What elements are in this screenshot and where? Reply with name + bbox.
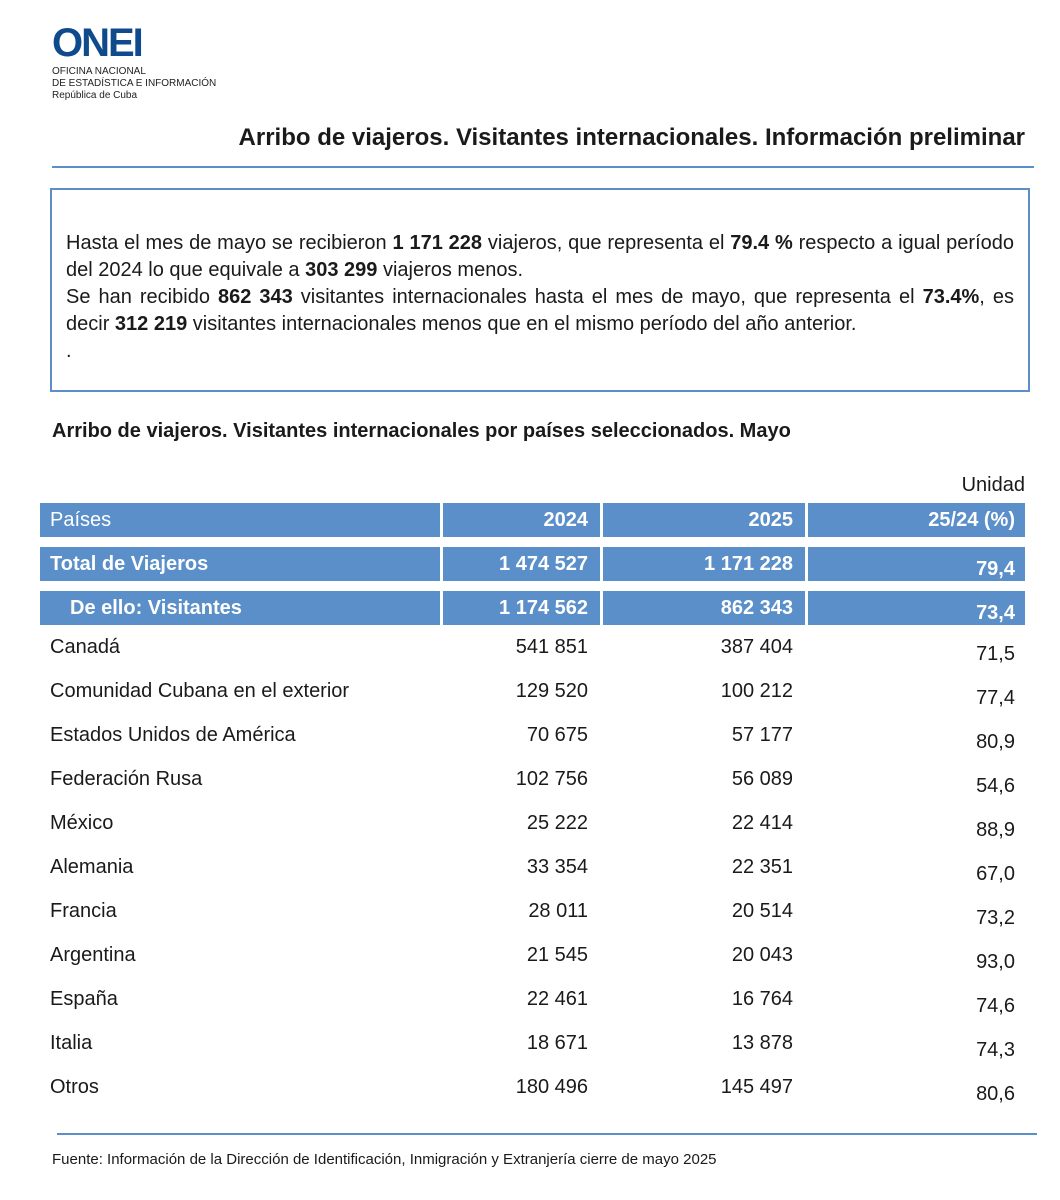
ratio-value: 88,9 (976, 818, 1015, 841)
ratio-value: 73,2 (976, 906, 1015, 929)
header-2025: 2025 (600, 503, 805, 537)
ratio-value: 74,3 (976, 1038, 1015, 1061)
value-2025: 20 043 (731, 943, 793, 966)
ratio-value: 77,4 (976, 686, 1015, 709)
logo-line-2: DE ESTADÍSTICA E INFORMACIÓN (52, 78, 217, 89)
value-2025: 20 514 (731, 899, 793, 922)
ratio-value: 74,6 (976, 994, 1015, 1017)
value-2024: 33 354 (526, 855, 588, 878)
logo-line-3: República de Cuba (52, 90, 138, 101)
summary-paragraph-3: . (66, 340, 72, 362)
value-2024: 70 675 (526, 723, 588, 746)
value-2025: 100 212 (720, 679, 793, 702)
table-row (40, 1065, 1025, 1109)
value-2024: 541 851 (515, 635, 588, 658)
country-name: Alemania (50, 855, 134, 878)
ratio-value: 93,0 (976, 950, 1015, 973)
table-title: Arribo de viajeros. Visitantes internacionales por países seleccionados. Mayo (52, 420, 791, 442)
value-2025: 57 177 (731, 723, 793, 746)
total-travelers-row: Total de Viajeros 1 474 527 1 171 228 79,4 (40, 547, 1025, 581)
value-2025: 56 089 (731, 767, 793, 790)
country-name: Estados Unidos de América (50, 723, 296, 746)
country-name: Francia (50, 899, 117, 922)
header-2024: 2024 (440, 503, 600, 537)
logo-mark (52, 20, 252, 66)
value-2024: 28 011 (528, 899, 588, 922)
source-note: Fuente: Información de la Dirección de Identificación, Inmigración y Extranjería cierre de mayo 2025 (52, 1151, 717, 1168)
table-row (40, 801, 1025, 845)
visitors-table (40, 503, 1025, 1109)
value-2024: 180 496 (515, 1075, 588, 1098)
ratio-value: 67,0 (976, 862, 1015, 885)
header-paises: Países (50, 508, 112, 531)
country-name: España (50, 987, 118, 1010)
country-name: Federación Rusa (50, 767, 203, 790)
value-2024: 21 545 (526, 943, 588, 966)
logo-mark-text: ONEI (52, 21, 142, 65)
ratio-value: 80,6 (976, 1082, 1015, 1105)
onei-logo (52, 20, 252, 110)
visitors-row: De ello: Visitantes 1 174 562 862 343 73,4 (40, 591, 1025, 625)
country-rows (40, 625, 1025, 1109)
header-ratio: 25/24 (%) (805, 503, 1025, 537)
table-row (40, 889, 1025, 933)
value-2025: 13 878 (731, 1031, 793, 1054)
table-header-row (40, 503, 1025, 537)
value-2024: 129 520 (515, 679, 588, 702)
table-row (40, 625, 1025, 669)
ratio-value: 80,9 (976, 730, 1015, 753)
value-2025: 16 764 (731, 987, 793, 1010)
table-row (40, 757, 1025, 801)
summary-paragraph-1: Hasta el mes de mayo se recibieron 1 171 228 viajeros, que representa el 79.4 % respecto a igual período del 2024 lo que equivale a 303 299 viajeros menos. (66, 232, 1015, 281)
value-2024: 102 756 (515, 767, 588, 790)
table-row (40, 933, 1025, 977)
table-row (40, 1021, 1025, 1065)
summary-box (50, 188, 1030, 392)
footer-divider (57, 1133, 1037, 1135)
summary-paragraph-2: Se han recibido 862 343 visitantes internacionales hasta el mes de mayo, que representa el 73.4%, es decir 312 219 visitantes internacionales menos que en el mismo período del año anterior. (66, 286, 1015, 335)
value-2024: 25 222 (526, 811, 588, 834)
country-name: Argentina (50, 943, 136, 966)
country-name: Comunidad Cubana en el exterior (50, 679, 350, 702)
value-2025: 22 414 (731, 811, 793, 834)
country-name: México (50, 811, 114, 834)
value-2024: 18 671 (526, 1031, 588, 1054)
ratio-value: 54,6 (976, 774, 1015, 797)
table-row (40, 845, 1025, 889)
table-row (40, 977, 1025, 1021)
logo-line-1: OFICINA NACIONAL (52, 66, 146, 77)
ratio-value: 71,5 (976, 642, 1015, 665)
table-row (40, 669, 1025, 713)
country-name: Otros (50, 1075, 99, 1098)
value-2024: 22 461 (526, 987, 588, 1010)
country-name: Italia (50, 1031, 93, 1054)
value-2025: 387 404 (720, 635, 793, 658)
page-title: Arribo de viajeros. Visitantes internacionales. Información preliminar (238, 124, 1025, 151)
table-row (40, 713, 1025, 757)
country-name: Canadá (50, 635, 121, 658)
title-divider (52, 166, 1034, 168)
unit-label: Unidad (961, 474, 1025, 496)
value-2025: 145 497 (720, 1075, 793, 1098)
value-2025: 22 351 (731, 855, 793, 878)
